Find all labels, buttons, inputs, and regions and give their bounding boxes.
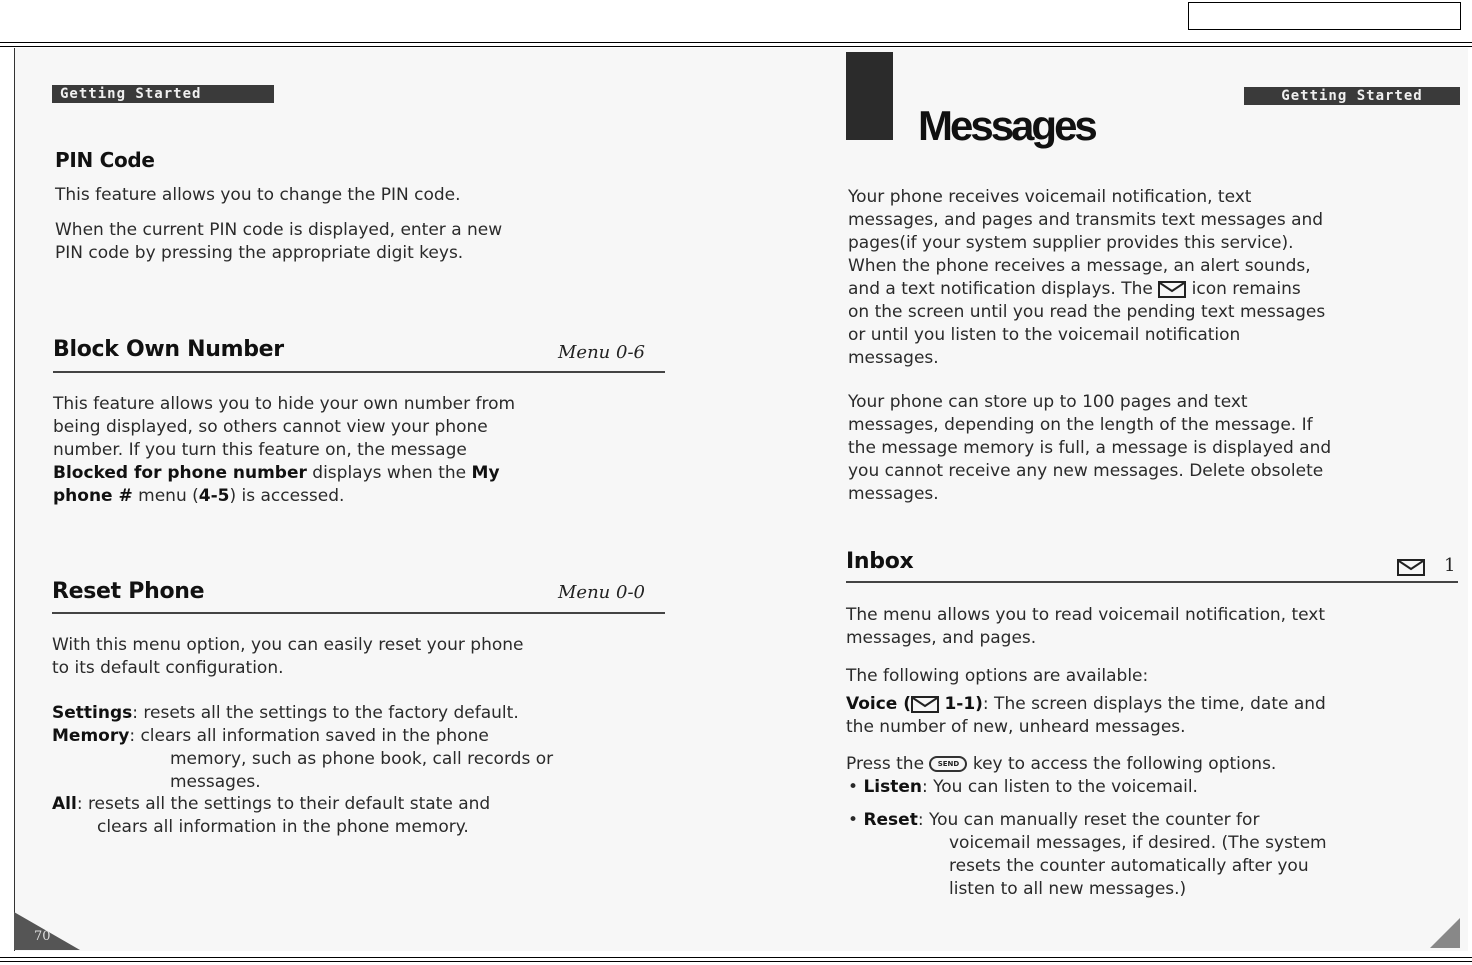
bottom-rule	[0, 957, 1472, 958]
inbox-heading: Inbox	[846, 549, 914, 574]
intro-line-8: messages.	[848, 348, 939, 368]
top-rule	[0, 42, 1472, 43]
storage-line-2: messages, depending on the length of the message. If	[848, 415, 1313, 435]
block-rule	[53, 371, 665, 373]
block-line-2: being displayed, so others cannot view your phone	[53, 417, 488, 437]
reset-option-line-2: voicemail messages, if desired. (The system	[949, 833, 1327, 853]
reset-phone-heading: Reset Phone	[52, 579, 205, 604]
intro-line-5: and a text notification displays. The icon remains	[848, 279, 1301, 299]
settings-line: Settings: resets all the settings to the factory default.	[52, 703, 519, 723]
page-edge	[14, 48, 15, 951]
intro-line-1: Your phone receives voicemail notification, text	[848, 187, 1252, 207]
reset-rule	[52, 612, 665, 614]
reset-line-2: to its default configuration.	[52, 658, 284, 678]
envelope-icon	[1158, 281, 1186, 298]
inbox-line-2: messages, and pages.	[846, 628, 1037, 648]
block-line-5: phone # menu (4-5) is accessed.	[53, 486, 345, 506]
memory-line-2: memory, such as phone book, call records or	[170, 749, 554, 769]
intro-line-7: or until you listen to the voicemail notification	[848, 325, 1241, 345]
intro-line-3: pages(if your system supplier provides this service).	[848, 233, 1294, 253]
block-line-1: This feature allows you to hide your own number from	[53, 394, 516, 414]
bottom-rule-2	[0, 961, 1472, 962]
chapter-marker-bar	[846, 52, 893, 140]
inbox-menu-number: 1	[1444, 555, 1456, 576]
intro-line-6: on the screen until you read the pending text messages	[848, 302, 1326, 322]
storage-line-1: Your phone can store up to 100 pages and text	[848, 392, 1248, 412]
pin-text-2b: PIN code by pressing the appropriate digit keys.	[55, 243, 464, 263]
page-corner-triangle-right	[1430, 918, 1460, 948]
reset-option-line-3: resets the counter automatically after you	[949, 856, 1309, 876]
memory-line-3: messages.	[170, 772, 261, 792]
envelope-icon-voice	[911, 696, 939, 713]
send-key-icon: SEND	[929, 756, 967, 772]
all-line-1: All: resets all the settings to their default state and	[52, 794, 491, 814]
reset-line-1: With this menu option, you can easily reset your phone	[52, 635, 524, 655]
all-line-2: clears all information in the phone memory.	[97, 817, 469, 837]
page-number: 70	[34, 929, 51, 944]
top-rule-2	[0, 46, 1472, 47]
block-own-number-heading: Block Own Number	[53, 337, 284, 362]
pin-text-1: This feature allows you to change the PIN code.	[55, 185, 461, 205]
intro-line-4: When the phone receives a message, an alert sounds,	[848, 256, 1311, 276]
envelope-icon-inbox	[1397, 559, 1425, 576]
pin-code-heading: PIN Code	[55, 148, 155, 172]
reset-option-line-4: listen to all new messages.)	[949, 879, 1187, 899]
reset-option-line-1: • Reset: You can manually reset the counter for	[848, 810, 1260, 830]
voice-line-2: the number of new, unheard messages.	[846, 717, 1186, 737]
storage-line-5: messages.	[848, 484, 939, 504]
block-line-3: number. If you turn this feature on, the message	[53, 440, 467, 460]
header-box	[1188, 2, 1461, 30]
intro-line-2: messages, and pages and transmits text messages and	[848, 210, 1324, 230]
voice-line-1: Voice ( 1-1): The screen displays the time, date and	[846, 694, 1326, 714]
messages-title: Messages	[918, 102, 1095, 149]
inbox-rule	[846, 581, 1458, 583]
block-menu-ref: Menu 0-6	[558, 342, 645, 363]
inbox-line-1: The menu allows you to read voicemail notification, text	[846, 605, 1325, 625]
running-head-left: Getting Started	[52, 85, 274, 103]
pin-text-2a: When the current PIN code is displayed, enter a new	[55, 220, 503, 240]
press-line: Press the SEND key to access the following options.	[846, 754, 1277, 774]
storage-line-4: you cannot receive any new messages. Delete obsolete	[848, 461, 1324, 481]
inbox-line-3: The following options are available:	[846, 666, 1149, 686]
reset-menu-ref: Menu 0-0	[558, 582, 645, 603]
storage-line-3: the message memory is full, a message is displayed and	[848, 438, 1332, 458]
listen-line: • Listen: You can listen to the voicemail.	[848, 777, 1198, 797]
memory-line-1: Memory: clears all information saved in the phone	[52, 726, 489, 746]
running-head-right: Getting Started	[1244, 87, 1460, 105]
block-line-4: Blocked for phone number displays when the My	[53, 463, 500, 483]
